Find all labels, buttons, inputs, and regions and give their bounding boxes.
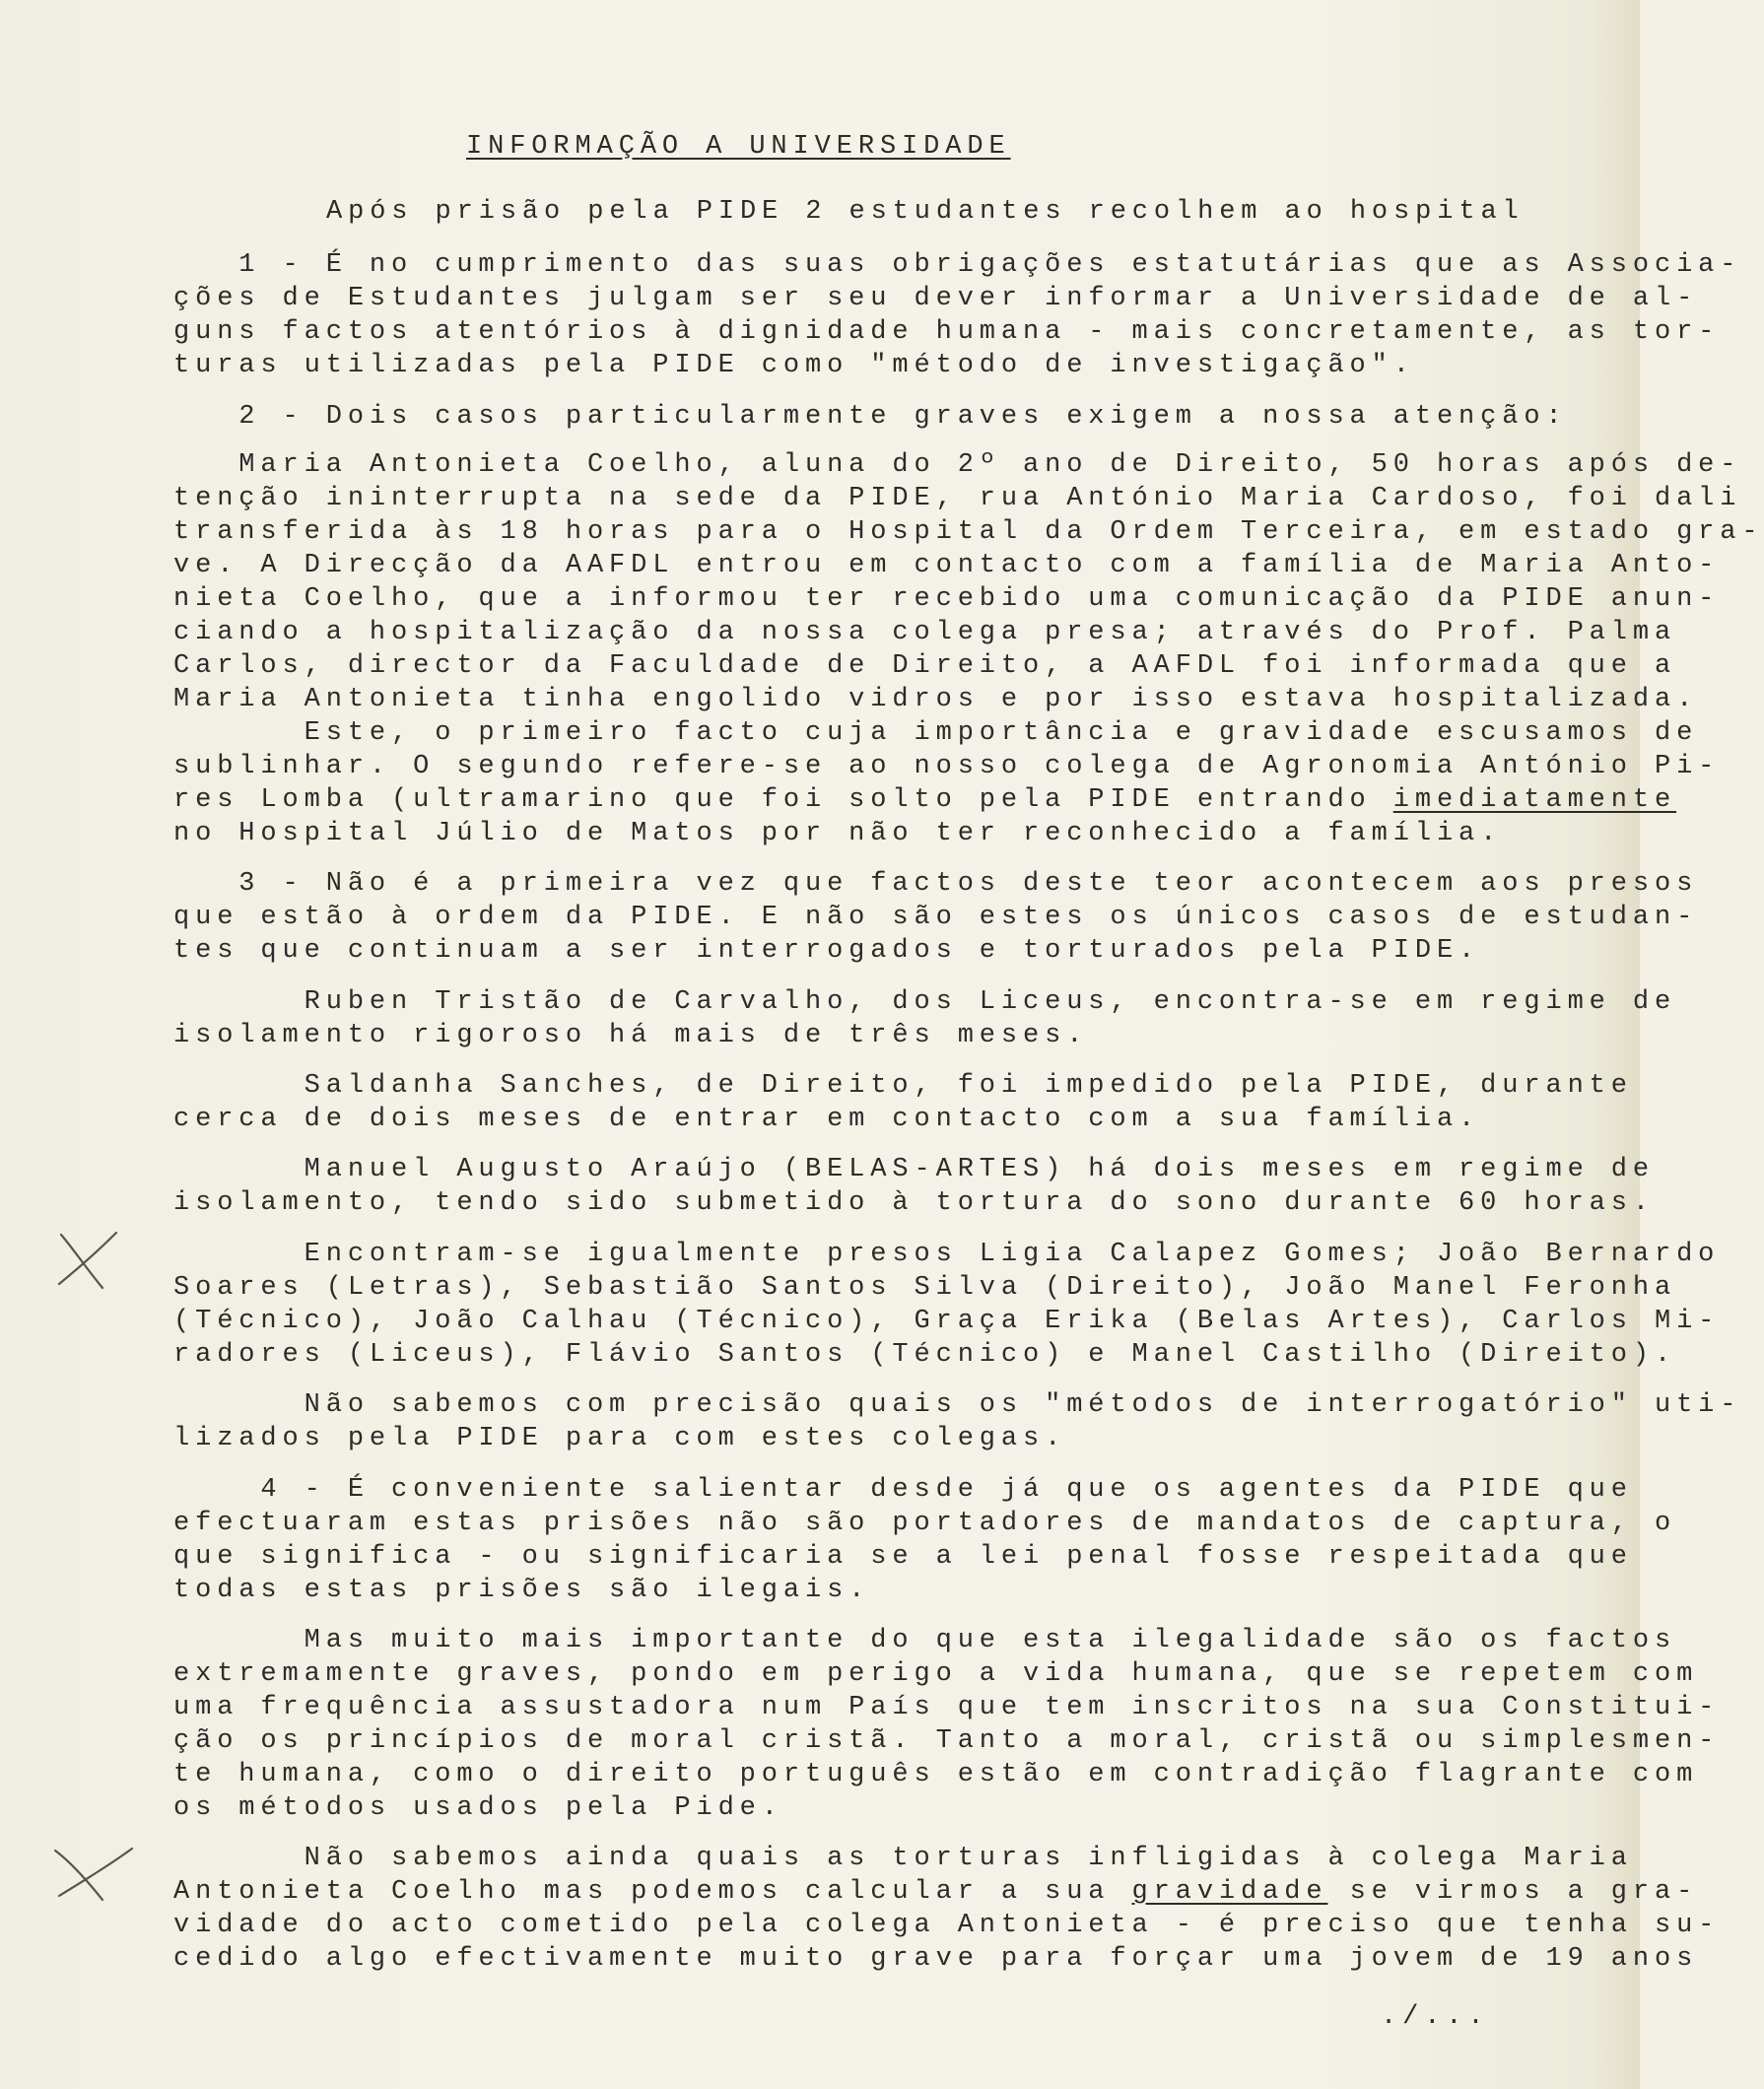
- text-line: [173, 1875, 1698, 1909]
- underlined-word: imediatamente: [1392, 785, 1677, 815]
- text-line: Saldanha Sanches, de Direito, foi impedido pela PIDE, durante: [173, 1071, 1633, 1101]
- document-subtitle: Após prisão pela PIDE 2 estudantes recolhem ao hospital: [326, 197, 1525, 227]
- text-line: te humana, como o direito português estão em contradição flagrante com: [173, 1760, 1699, 1789]
- text-line: Não sabemos com precisão quais os "métodos de interrogatório" uti-: [173, 1390, 1742, 1420]
- text-line: Maria Antonieta tinha engolido vidros e por isso estava hospitalizada.: [173, 685, 1699, 714]
- text-line: ção os princípios de moral cristã. Tanto a moral, cristã ou simplesmen-: [173, 1726, 1721, 1756]
- text-line: Carlos, director da Faculdade de Direito, a AAFDL foi informada que a: [173, 651, 1677, 681]
- text-line: todas estas prisões são ilegais.: [173, 1576, 871, 1605]
- text-line: que significa - ou significaria se a lei penal fosse respeitada que: [173, 1542, 1633, 1572]
- text-line: Encontram-se igualmente presos Ligia Calapez Gomes; João Bernardo: [173, 1240, 1721, 1269]
- text-line: Este, o primeiro facto cuja importância e gravidade escusamos de: [173, 718, 1699, 748]
- text-line: no Hospital Júlio de Matos por não ter reconhecido a família.: [173, 819, 1503, 848]
- text-line: isolamento rigoroso há mais de três meses.: [173, 1021, 1089, 1050]
- text-line: Maria Antonieta Coelho, aluna do 2º ano de Direito, 50 horas após de-: [173, 450, 1742, 480]
- text-line: Soares (Letras), Sebastião Santos Silva (Direito), João Manel Feronha: [173, 1273, 1677, 1303]
- text-line: 3 - Não é a primeira vez que factos deste teor acontecem aos presos: [173, 869, 1699, 899]
- text-line: transferida às 18 horas para o Hospital da Ordem Terceira, em estado gra-: [173, 517, 1764, 547]
- text-line: 1 - É no cumprimento das suas obrigações estatutárias que as Associa-: [173, 250, 1742, 280]
- text-line: nieta Coelho, que a informou ter recebido uma comunicação da PIDE anun-: [173, 584, 1721, 614]
- text-line: tes que continuam a ser interrogados e torturados pela PIDE.: [173, 936, 1481, 966]
- text-line: isolamento, tendo sido submetido à tortura do sono durante 60 horas.: [173, 1188, 1655, 1218]
- text-line: sublinhar. O segundo refere-se ao nosso colega de Agronomia António Pi-: [173, 752, 1721, 781]
- x-mark-icon: [51, 1227, 120, 1296]
- text-line: tenção ininterrupta na sede da PIDE, rua António Maria Cardoso, foi dali: [173, 484, 1742, 513]
- text-line: turas utilizadas pela PIDE como "método de investigação".: [173, 351, 1415, 380]
- text-line: [173, 783, 1676, 817]
- text-line: efectuaram estas prisões não são portadores de mandatos de captura, o: [173, 1509, 1677, 1538]
- text-line: 4 - É conveniente salientar desde já que os agentes da PIDE que: [173, 1475, 1633, 1505]
- text-segment: se virmos a gra-: [1327, 1877, 1699, 1907]
- text-line: guns factos atentórios à dignidade humana - mais concretamente, as tor-: [173, 317, 1721, 347]
- text-line: extremamente graves, pondo em perigo a vida humana, que se repetem com: [173, 1659, 1699, 1689]
- text-line: ve. A Direcção da AAFDL entrou em contacto com a família de Maria Anto-: [173, 551, 1721, 580]
- text-line: cerca de dois meses de entrar em contacto com a sua família.: [173, 1105, 1481, 1134]
- text-segment: res Lomba (ultramarino que foi solto pela PIDE entrando: [173, 785, 1393, 815]
- text-line: 2 - Dois casos particularmente graves exigem a nossa atenção:: [173, 402, 1568, 432]
- text-line: radores (Liceus), Flávio Santos (Técnico) e Manel Castilho (Direito).: [173, 1340, 1677, 1370]
- text-line: Manuel Augusto Araújo (BELAS-ARTES) há dois meses em regime de: [173, 1155, 1655, 1184]
- text-line: que estão à ordem da PIDE. E não são estes os únicos casos de estudan-: [173, 903, 1699, 932]
- text-line: Ruben Tristão de Carvalho, dos Liceus, encontra-se em regime de: [173, 987, 1677, 1017]
- text-line: vidade do acto cometido pela colega Antonieta - é preciso que tenha su-: [173, 1911, 1721, 1940]
- x-mark-icon: [49, 1841, 138, 1908]
- text-line: lizados pela PIDE para com estes colegas.: [173, 1424, 1067, 1453]
- document-title: INFORMAÇÃO A UNIVERSIDADE: [466, 132, 1011, 162]
- text-segment: Antonieta Coelho mas podemos calcular a sua: [173, 1877, 1132, 1907]
- underlined-word: gravidade: [1131, 1877, 1328, 1907]
- page-continuation-mark: ./...: [1381, 2002, 1490, 2032]
- text-line: os métodos usados pela Pide.: [173, 1793, 783, 1823]
- text-line: ções de Estudantes julgam ser seu dever informar a Universidade de al-: [173, 284, 1699, 313]
- text-line: cedido algo efectivamente muito grave para forçar uma jovem de 19 anos: [173, 1944, 1699, 1974]
- text-line: Não sabemos ainda quais as torturas infligidas à colega Maria: [173, 1844, 1633, 1873]
- text-line: ciando a hospitalização da nossa colega presa; através do Prof. Palma: [173, 618, 1677, 647]
- text-line: uma frequência assustadora num País que tem inscritos na sua Constitui-: [173, 1693, 1721, 1722]
- text-line: (Técnico), João Calhau (Técnico), Graça Erika (Belas Artes), Carlos Mi-: [173, 1307, 1721, 1336]
- text-line: Mas muito mais importante do que esta ilegalidade são os factos: [173, 1626, 1677, 1655]
